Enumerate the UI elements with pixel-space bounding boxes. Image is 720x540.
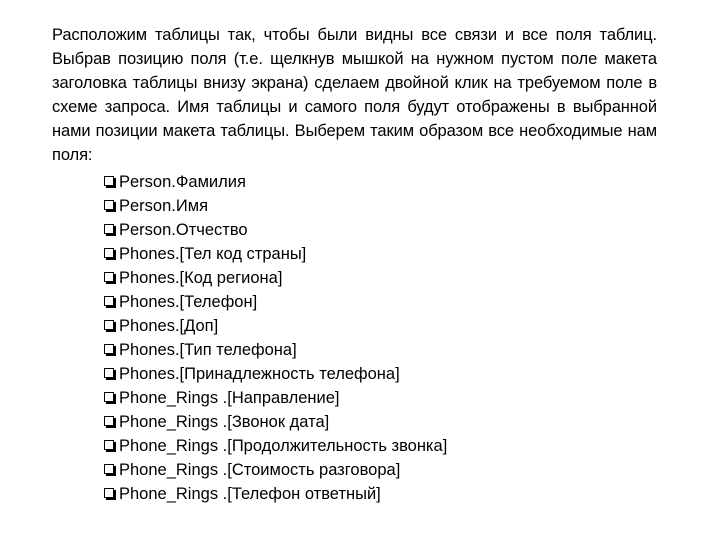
square-bullet-icon xyxy=(104,464,116,476)
square-bullet-icon xyxy=(104,296,116,308)
square-bullet-icon xyxy=(104,368,116,380)
square-bullet-icon xyxy=(104,224,116,236)
field-name: Person.Имя xyxy=(119,197,209,215)
field-name: Person.Фамилия xyxy=(119,173,246,191)
field-list-item xyxy=(104,338,447,362)
field-list-item xyxy=(104,218,447,242)
intro-paragraph: Расположим таблицы так, чтобы были видны все связи и все поля таблиц. Выбрав позицию поля (т.е. щелкнув мышкой на нужном пустом поле макета заголовка таблицы внизу экрана) сделаем двойной клик на требуемом поле в схеме запроса. Имя таблицы и самого поля будут отображены в выбранной нами позиции макета таблицы. Выберем таким образом все необходимые нам поля: xyxy=(52,26,657,164)
field-name: Phones.[Принадлежность телефона] xyxy=(119,365,400,383)
field-name: Phones.[Тел код страны] xyxy=(119,245,307,263)
field-list-item xyxy=(104,170,447,194)
field-list-item xyxy=(104,386,447,410)
square-bullet-icon xyxy=(104,248,116,260)
square-bullet-icon xyxy=(104,344,116,356)
field-list-item xyxy=(104,434,447,458)
field-name: Person.Отчество xyxy=(119,221,248,239)
field-list-item xyxy=(104,314,447,338)
square-bullet-icon xyxy=(104,440,116,452)
field-list-item xyxy=(104,266,447,290)
field-list-item xyxy=(104,242,447,266)
field-name: Phone_Rings .[Продолжительность звонка] xyxy=(119,437,448,455)
field-list-item xyxy=(104,410,447,434)
field-list-item xyxy=(104,194,447,218)
field-name: Phone_Rings .[Телефон ответный] xyxy=(119,485,381,503)
field-name: Phone_Rings .[Стоимость разговора] xyxy=(119,461,401,479)
field-name: Phones.[Доп] xyxy=(119,317,219,335)
field-name: Phones.[Тип телефона] xyxy=(119,341,297,359)
field-list-item xyxy=(104,482,447,506)
field-name: Phones.[Телефон] xyxy=(119,293,258,311)
field-name: Phone_Rings .[Звонок дата] xyxy=(119,413,330,431)
field-list xyxy=(104,170,447,506)
square-bullet-icon xyxy=(104,176,116,188)
square-bullet-icon xyxy=(104,416,116,428)
field-list-item xyxy=(104,458,447,482)
square-bullet-icon xyxy=(104,392,116,404)
square-bullet-icon xyxy=(104,488,116,500)
square-bullet-icon xyxy=(104,200,116,212)
field-list-item xyxy=(104,290,447,314)
square-bullet-icon xyxy=(104,272,116,284)
field-name: Phone_Rings .[Направление] xyxy=(119,389,340,407)
square-bullet-icon xyxy=(104,320,116,332)
field-list-item xyxy=(104,362,447,386)
field-name: Phones.[Код региона] xyxy=(119,269,283,287)
